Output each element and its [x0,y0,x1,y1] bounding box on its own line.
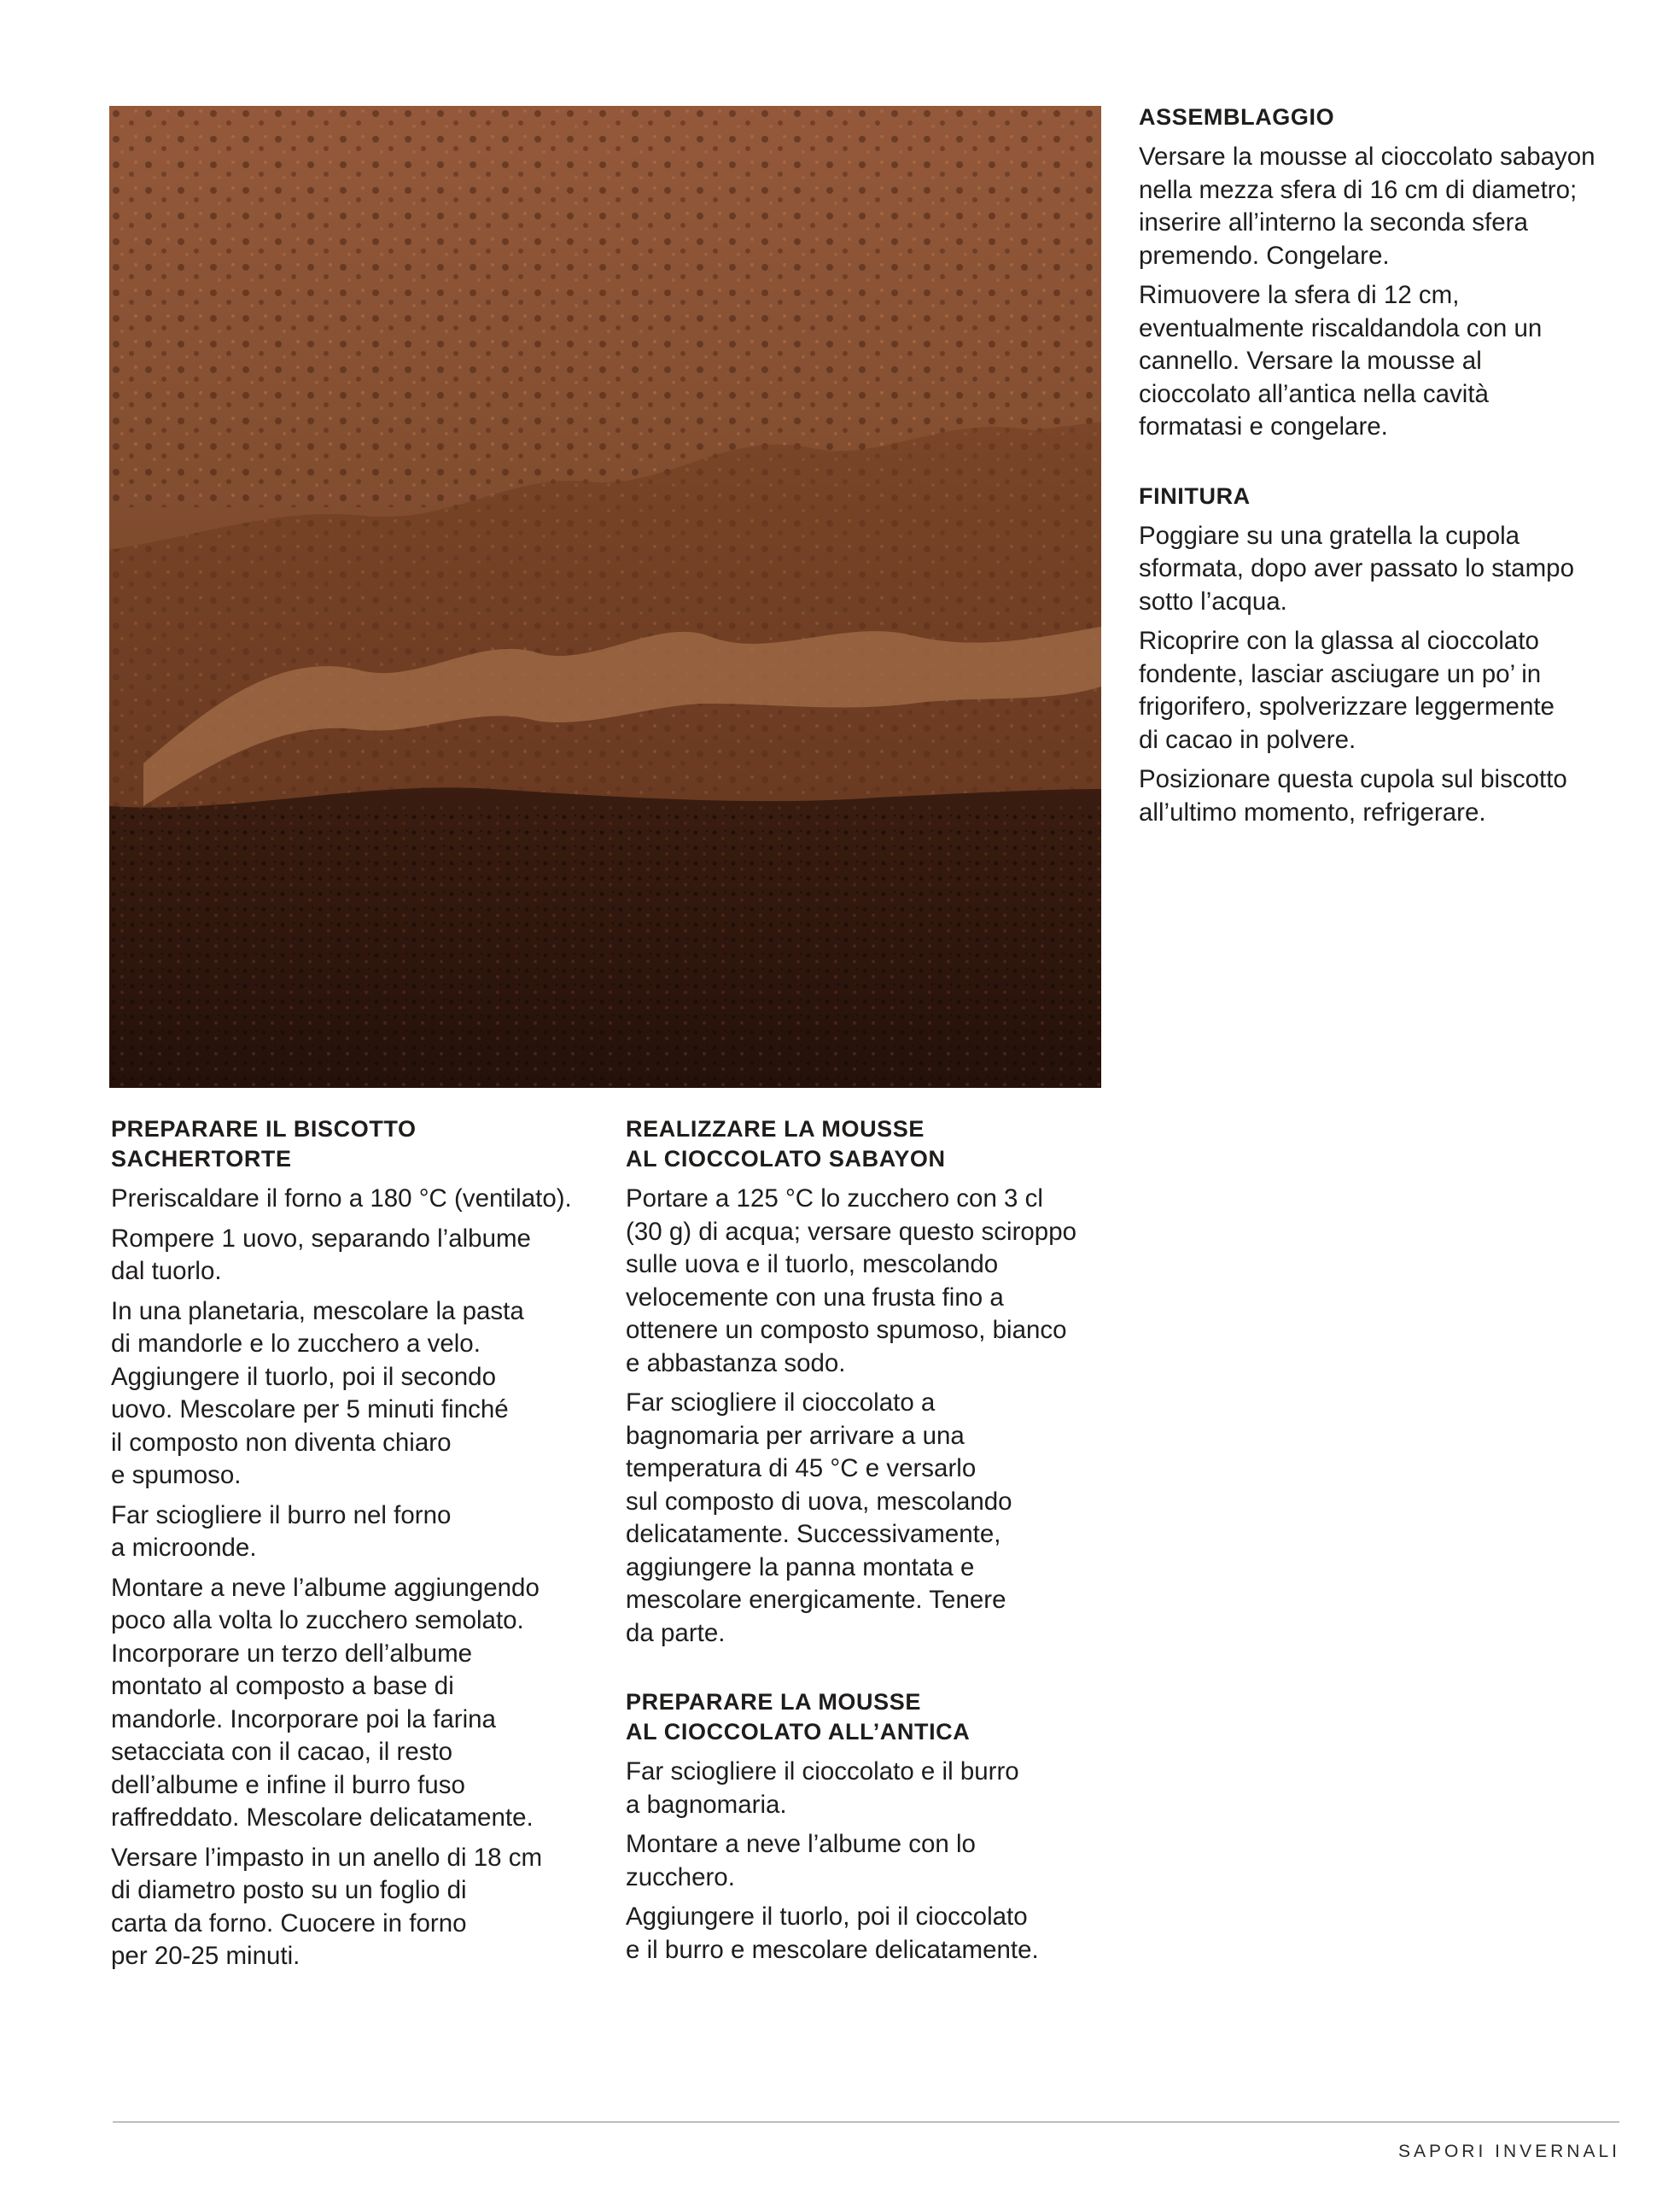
paragraph: Poggiare su una gratella la cupola sformata, dopo aver passato lo stampo sotto l’acqua. [1139,521,1574,616]
section-biscotto [111,1114,598,1973]
paragraph: Rimuovere la sfera di 12 cm, eventualmente riscaldandola con un cannello. Versare la mousse al cioccolato all’antica nella cavità formatasi e congelare. [1139,281,1543,441]
cake-cross-section-image [109,106,1101,1088]
paragraph: Montare a neve l’albume aggiungendo poco alla volta lo zucchero semolato. Incorporare un terzo dell’albume montato al composto a base di mandorle. Incorporare poi la farina setacciata con il cacao, il resto dell’albume e infine il burro fuso raffreddato. Mescolare delicatamente. [111,1573,540,1832]
paragraph: Far sciogliere il burro nel forno a microonde. [111,1500,452,1562]
paragraph: Aggiungere il tuorlo, poi il cioccolato e il burro e mescolare delicatamente. [626,1903,1039,1964]
left-column [111,1114,598,2011]
middle-column [626,1114,1112,2004]
paragraph: Versare la mousse al cioccolato sabayon nella mezza sfera di 16 cm di diametro; inserire all’interno la seconda sfera premendo. Congelare. [1139,143,1595,270]
paragraph: In una planetaria, mescolare la pasta di mandorle e lo zucchero a velo. Aggiungere il tuorlo, poi il secondo uovo. Mescolare per 5 minuti finché il composto non diventa chiaro e spumoso. [111,1296,524,1489]
paragraph: Posizionare questa cupola sul biscotto all’ultimo momento, refrigerare. [1139,765,1567,827]
paragraph: Preriscaldare il forno a 180 °C (ventilato). [111,1184,572,1213]
section-antica [626,1687,1112,1967]
paragraph: Ricoprire con la glassa al cioccolato fondente, lasciar asciugare un po’ in frigorifero, spolverizzare leggermente di cacao in polvere. [1139,627,1555,754]
paragraph: Montare a neve l’albume con lo zucchero. [626,1830,976,1891]
chocolate-cake-photo [109,106,1101,1088]
section-heading: PREPARARE IL BISCOTTO SACHERTORTE [111,1116,417,1172]
section-heading: PREPARARE LA MOUSSE AL CIOCCOLATO ALL’ANTICA [626,1689,971,1745]
section-heading: ASSEMBLAGGIO [1139,104,1335,130]
section-heading: FINITURA [1139,482,1251,509]
paragraph: Rompere 1 uovo, separando l’albume dal tuorlo. [111,1224,531,1285]
section-finitura [1139,482,1617,830]
running-footer: SAPORI INVERNALI [1397,2142,1620,2161]
section-sabayon [626,1114,1112,1650]
section-assemblaggio [1139,102,1617,444]
section-heading: REALIZZARE LA MOUSSE AL CIOCCOLATO SABAYON [626,1116,946,1172]
right-column [1139,102,1617,867]
paragraph: Versare l’impasto in un anello di 18 cm di diametro posto su un foglio di carta da forno. Cuocere in forno per 20-25 minuti. [111,1843,543,1970]
paragraph: Far sciogliere il cioccolato a bagnomaria per arrivare a una temperatura di 45 °C e versarlo sul composto di uova, mescolando delicatamente. Successivamente, aggiungere la panna montata e mescolare energicamente. Tenere da parte. [626,1388,1012,1647]
paragraph: Far sciogliere il cioccolato e il burro a bagnomaria. [626,1757,1019,1819]
footer-divider [113,2121,1619,2123]
paragraph: Portare a 125 °C lo zucchero con 3 cl (30 g) di acqua; versare questo sciroppo sulle uova e il tuorlo, mescolando velocemente con una frusta fino a ottenere un composto spumoso, bianco e abbastanza sodo. [626,1184,1077,1377]
